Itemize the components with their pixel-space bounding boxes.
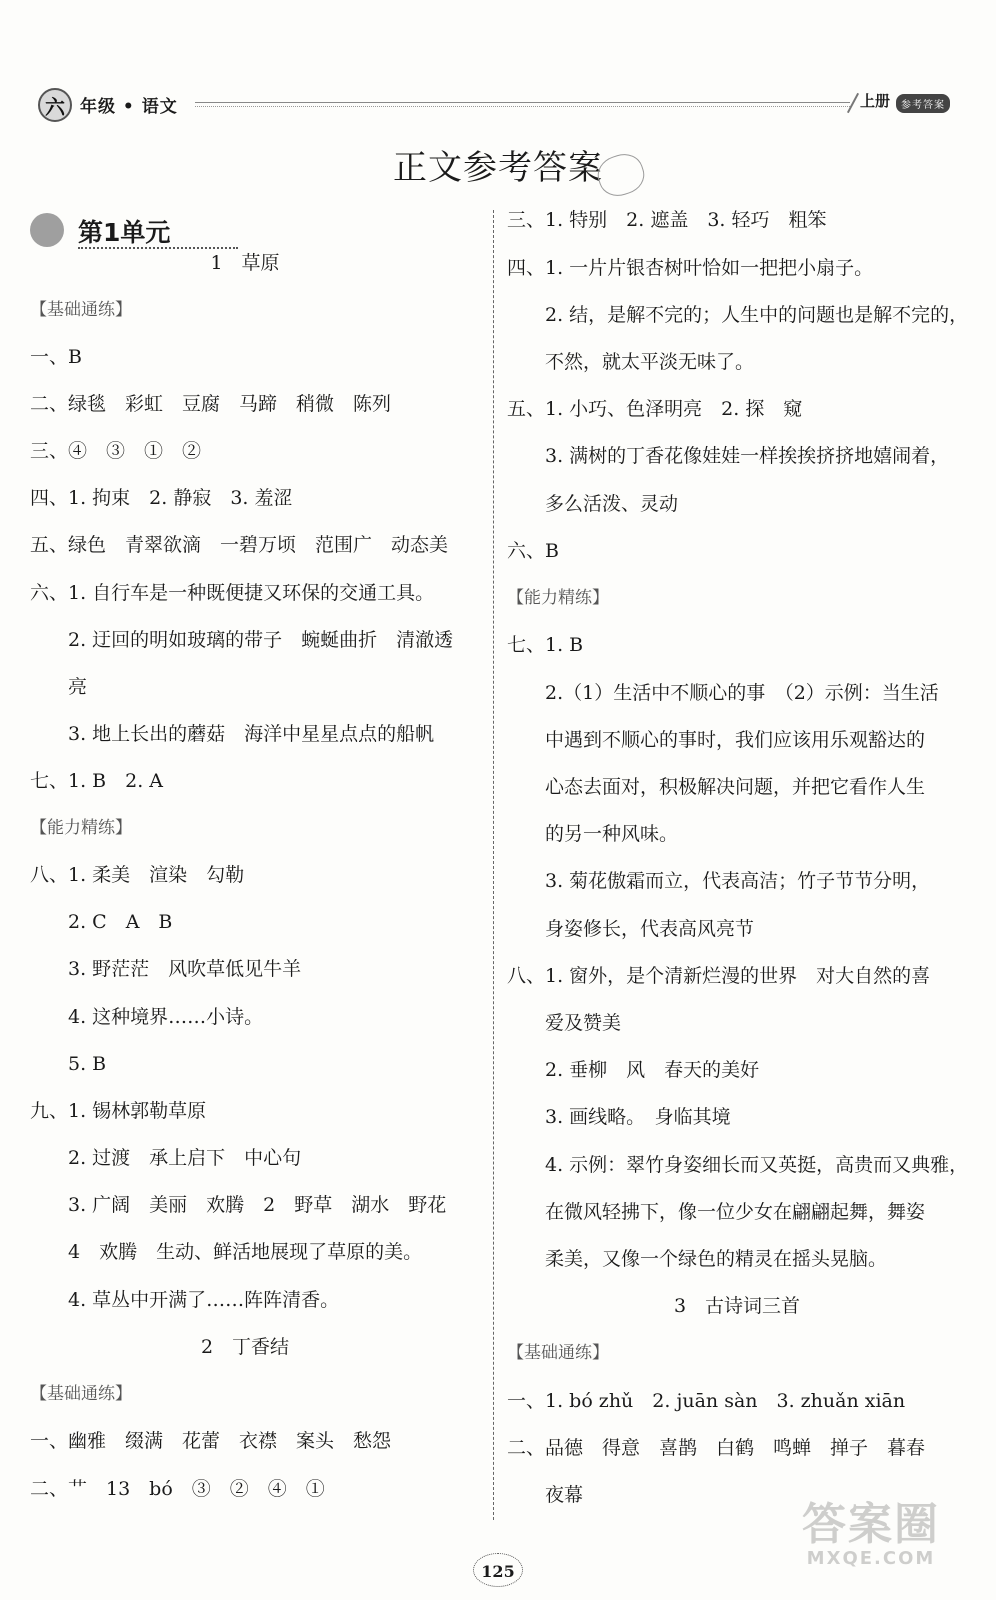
watermark-title: 答案圈	[802, 1499, 940, 1550]
answer-line: 心态去面对，积极解决问题，并把它看作人生	[545, 776, 926, 798]
answer-line: 一、B	[30, 346, 82, 368]
answer-line: 在微风轻拂下，像一位少女在翩翩起舞，舞姿	[545, 1201, 926, 1223]
answer-line: 一、幽雅 缀满 花蕾 衣襟 案头 愁怨	[30, 1430, 392, 1452]
unit-underline	[78, 247, 238, 249]
answer-line: 八、1. 窗外，是个清新烂漫的世界 对大自然的喜	[507, 965, 931, 987]
answer-line: 4. 草丛中开满了……阵阵清香。	[68, 1289, 340, 1311]
page-title: 正文参考答案	[393, 148, 603, 188]
answer-line: 夜幕	[545, 1484, 584, 1506]
answer-line: 的另一种风味。	[545, 823, 679, 845]
answer-line: 爱及赞美	[545, 1012, 622, 1034]
answer-line: 3. 满树的丁香花像娃娃一样挨挨挤挤地嬉闹着，	[545, 445, 950, 467]
volume-label: 上册	[859, 92, 890, 110]
answer-line: 2. 结，是解不完的；人生中的问题也是解不完的，	[545, 304, 969, 326]
answer-line: 2. 垂柳 风 春天的美好	[545, 1059, 760, 1081]
answer-line: 一、1. bó zhǔ 2. juān sàn 3. zhuǎn xiān	[507, 1390, 906, 1412]
answer-line: 2. 迂回的明如玻璃的带子 蜿蜒曲折 清澈透	[68, 629, 454, 651]
answer-line: 2. C A B	[68, 911, 173, 933]
answer-line: 4. 这种境界……小诗。	[68, 1006, 264, 1028]
answer-line: 不然，就太平淡无味了。	[545, 351, 755, 373]
column-divider	[493, 210, 494, 1520]
unit-heading	[30, 213, 230, 253]
bullet-circle-icon	[30, 213, 64, 247]
section-label: 【基础通练】	[30, 300, 132, 320]
answer-line: 3. 画线略。 身临其境	[545, 1106, 731, 1128]
section-label: 【基础通练】	[30, 1384, 132, 1404]
answer-line: 4 欢腾 生动、鲜活地展现了草原的美。	[68, 1241, 423, 1263]
answer-line: 二、品德 得意 喜鹊 白鹤 鸣蝉 掸子 暮春	[507, 1437, 926, 1459]
grade-badge: 六	[38, 88, 72, 122]
section-label: 【能力精练】	[30, 818, 132, 838]
answer-line: 六、1. 自行车是一种既便捷又环保的交通工具。	[30, 582, 435, 604]
page-number: 125	[481, 1562, 515, 1581]
section-label: 【能力精练】	[507, 588, 609, 608]
answer-line: 柔美，又像一个绿色的精灵在摇头晃脑。	[545, 1248, 888, 1270]
answer-line: 七、1. B 2. A	[30, 770, 164, 792]
answer-line: 2. 过渡 承上启下 中心句	[68, 1147, 302, 1169]
answer-line: 身姿修长，代表高风亮节	[545, 918, 755, 940]
answer-line: 八、1. 柔美 渲染 勾勒	[30, 864, 245, 886]
answer-line: 五、1. 小巧、色泽明亮 2. 探 窥	[507, 398, 803, 420]
answer-line: 3. 地上长出的蘑菇 海洋中星星点点的船帆	[68, 723, 435, 745]
grade-subject-label: 年级 • 语文	[80, 97, 178, 117]
answer-line: 四、1. 拘束 2. 静寂 3. 羞涩	[30, 487, 293, 509]
answer-line: 二、艹 13 bó ③ ② ④ ①	[30, 1478, 325, 1500]
watermark-url: MXQE.COM	[806, 1548, 936, 1569]
watermark-logo	[776, 1488, 966, 1568]
answer-line: 3. 广阔 美丽 欢腾 2 野草 湖水 野花	[68, 1194, 447, 1216]
header-slash	[847, 93, 859, 113]
lesson-title: 2 丁香结	[200, 1336, 290, 1358]
answer-line: 亮	[68, 676, 88, 698]
answer-line: 中遇到不顺心的事时，我们应该用乐观豁达的	[545, 729, 926, 751]
answer-line: 五、绿色 青翠欲滴 一碧万顷 范围广 动态美	[30, 534, 449, 556]
lesson-title: 1 草原	[210, 252, 280, 274]
answer-line: 三、1. 特别 2. 遮盖 3. 轻巧 粗笨	[507, 209, 827, 231]
answer-line: 二、绿毯 彩虹 豆腐 马蹄 稍微 陈列	[30, 393, 392, 415]
answer-line: 3. 菊花傲霜而立，代表高洁；竹子节节分明，	[545, 870, 931, 892]
answer-line: 2.（1）生活中不顺心的事 （2）示例：当生活	[545, 682, 939, 704]
header-rule	[195, 102, 850, 103]
unit-title: 第1单元	[78, 218, 171, 247]
header-rule-dotted	[195, 106, 850, 107]
answer-line: 三、④ ③ ① ②	[30, 440, 202, 462]
answer-line: 九、1. 锡林郭勒草原	[30, 1100, 207, 1122]
section-label: 【基础通练】	[507, 1343, 609, 1363]
answer-line: 四、1. 一片片银杏树叶恰如一把把小扇子。	[507, 257, 874, 279]
answer-line: 4. 示例：翠竹身姿细长而又英挺，高贵而又典雅，	[545, 1154, 969, 1176]
answer-line: 七、1. B	[507, 634, 584, 656]
page-header	[30, 88, 980, 128]
answer-line: 5. B	[68, 1053, 107, 1075]
lesson-title: 3 古诗词三首	[673, 1295, 801, 1317]
answer-line: 六、B	[507, 540, 559, 562]
answer-line: 多么活泼、灵动	[545, 493, 679, 515]
answer-line: 3. 野茫茫 风吹草低见牛羊	[68, 958, 302, 980]
answer-tag: 参考答案	[896, 94, 950, 113]
